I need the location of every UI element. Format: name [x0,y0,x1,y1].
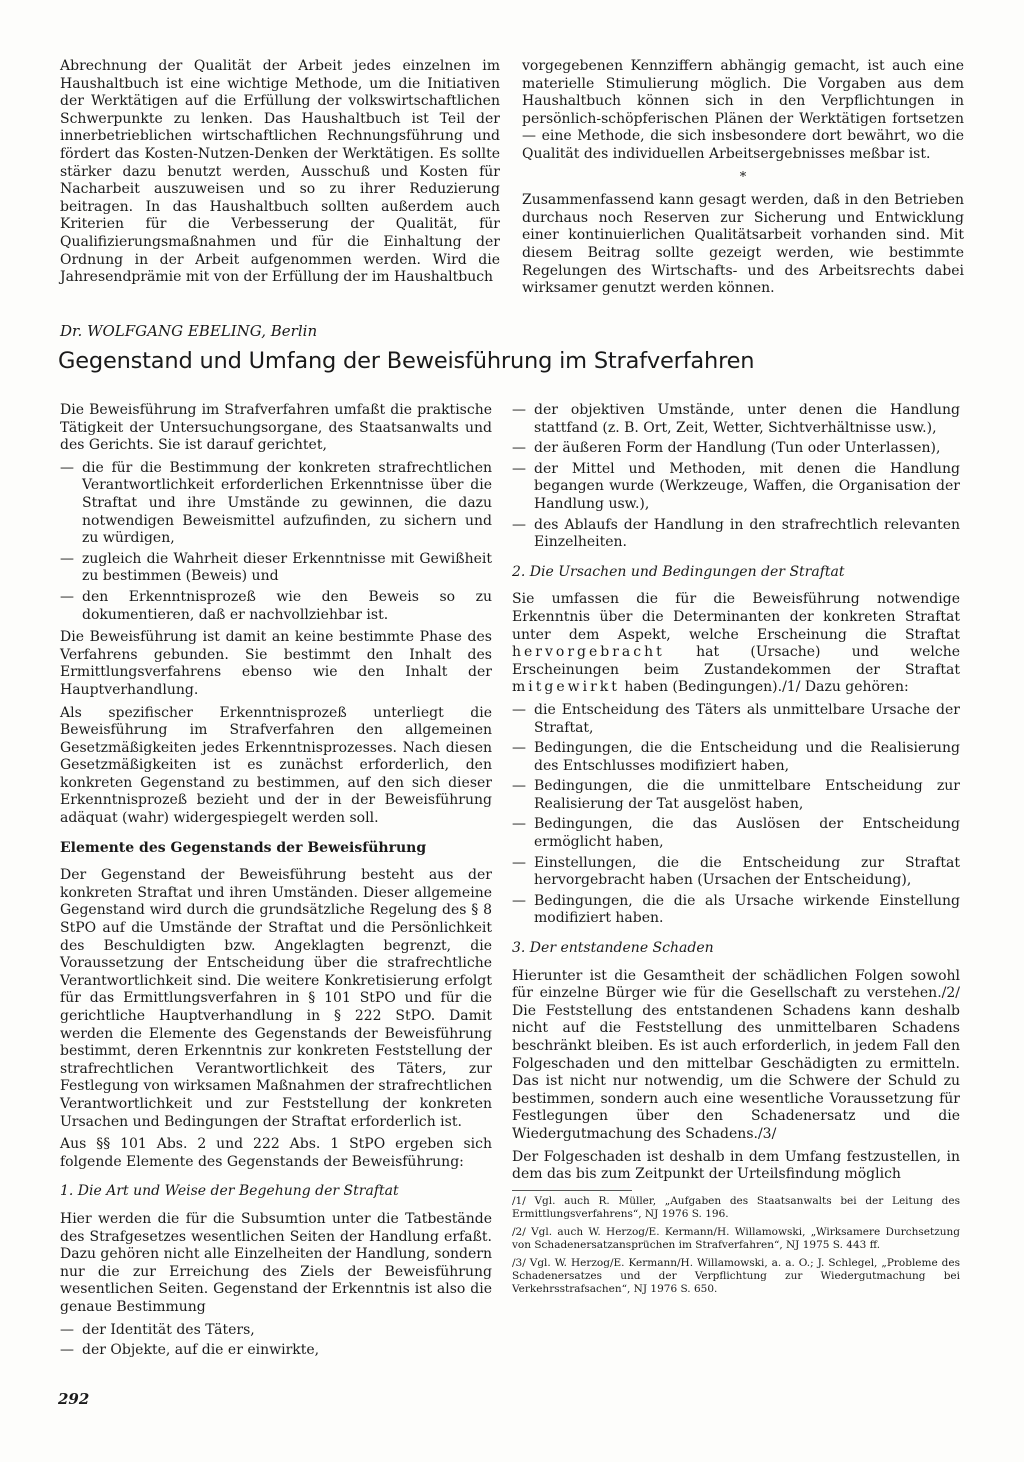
subsection-heading: 3. Der entstandene Schaden [512,940,714,957]
dash-list [60,1322,492,1360]
list-item: — der Objekte, auf die er einwirkte, [60,1342,492,1360]
footnote: /2/ Vgl. auch W. Herzog/E. Kermann/H. Willamowski, „Wirksamere Durchsetzung von Schadenersatzansprüchen im Strafverfahren“, NJ 1975 S. 443 ff. [512,1225,960,1251]
spaced-emphasis: mitgewirkt [512,679,620,696]
list-item: — der äußeren Form der Handlung (Tun oder Unterlassen), [512,440,960,458]
dash-list [512,702,960,928]
subsection-heading: 1. Die Art und Weise der Begehung der Straftat [60,1183,399,1200]
list-item: — des Ablaufs der Handlung in den strafrechtlich relevanten Einzelheiten. [512,517,960,552]
list-item: — die für die Bestimmung der konkreten strafrechtlichen Verantwortlichkeit erforderlichen Erkenntnisse über die Straftat und ihre Umstände zu gewinnen, die dazu notwendigen Beweismittel aufzufinden, zu sichern und zu würdigen, [60,460,492,548]
section-separator: * [739,169,747,185]
list-item: — Bedingungen, die die unmittelbare Entscheidung zur Realisierung der Tat ausgelöst haben, [512,778,960,813]
page-number: 292 [58,1390,90,1408]
body-paragraph: Der Folgeschaden ist deshalb in dem Umfang festzustellen, in dem das bis zum Zeitpunkt der Urteilsfindung möglich [512,1148,960,1183]
body-paragraph: Hierunter ist die Gesamtheit der schädlichen Folgen sowohl für einzelne Bürger wie für die Gesellschaft zu verstehen./2/ Die Feststellung des entstandenen Schadens kann deshalb nicht auf die Feststellung des unmittelbaren Schadens beschränkt bleiben. Es ist auch erforderlich, in jedem Fall den Folgeschaden und den mittelbar Geschädigten zu ermitteln. Das ist nicht nur notwendig, um die Schwere der Schuld zu bestimmen, sondern auch eine wesentliche Voraussetzung für Festlegungen über den Schadenersatz und die Wiedergutmachung des Schadens./3/ [512,967,960,1142]
summary-paragraph: Zusammenfassend kann gesagt werden, daß in den Betrieben durchaus noch Reserven zur Sicherung und Entwicklung einer kontinuierlichen Qualitätsarbeit vorhanden sind. Mit diesem Beitrag sollte gezeigt werden, wie bestimmte Regelungen des Wirtschafts- und des Arbeitsrechts dabei wirksamer genutzt werden können. [522,192,964,297]
list-item: — die Entscheidung des Täters als unmittelbare Ursache der Straftat, [512,702,960,737]
dash-list [512,402,960,552]
subsection-heading: 2. Die Ursachen und Bedingungen der Straftat [512,563,845,580]
continuation-paragraph: vorgegebenen Kennziffern abhängig gemacht, ist auch eine materielle Stimulierung möglich. Die Vorgaben aus dem Haushaltbuch können sich in den Verpflichtungen in persönlich-schöpferischen Plänen der Werktätigen fortsetzen — eine Methode, die sich insbesondere dort bewährt, wo die Qualität des individuellen Arbeitsergebnisses meßbar ist. [522,58,964,162]
list-item: — den Erkenntnisprozeß wie den Beweis so zu dokumentieren, daß er nachvollziehbar ist. [60,589,492,624]
body-paragraph: Die Beweisführung ist damit an keine bestimmte Phase des Verfahrens gebunden. Sie bestimmt den Inhalt des Ermittlungsverfahrens ebenso wie den Inhalt der Hauptverhandlung. [60,629,492,698]
continuation-paragraph: Abrechnung der Qualität der Arbeit jedes einzelnen im Haushaltbuch ist eine wichtige Methode, um die Initiativen der Werktätigen auf die Erfüllung der volkswirtschaftlichen Schwerpunkte zu lenken. Das Haushaltbuch ist Teil der innerbetrieblichen wirtschaftlichen Rechnungsführung und fördert das Kosten-Nutzen-Denken der Werktätigen. Es sollte stärker dazu benutzt werden, Ausschuß und Kosten für Nacharbeit auszuweisen und so zu ihrer Reduzierung beitragen. In das Haushaltbuch sollten außerdem auch Kriterien für die Verbesserung der Qualität, für Qualifizierungsmaßnahmen und für die Einhaltung der Ordnung in der Arbeit aufgenommen werden. Wird die Jahresendprämie mit von der Erfüllung der im Haushaltbuch [60,58,500,286]
footnote: /3/ Vgl. W. Herzog/E. Kermann/H. Willamowski, a. a. O.; J. Schlegel, „Probleme des Schadenersatzes und der Verpflichtung zur Wiedergutmachung bei Verkehrsstrafsachen“, NJ 1976 S. 650. [512,1256,960,1295]
list-item: — der objektiven Umstände, unter denen die Handlung stattfand (z. B. Ort, Zeit, Wetter, Sichtverhältnisse usw.), [512,402,960,437]
body-paragraph: Die Beweisführung im Strafverfahren umfaßt die praktische Tätigkeit der Untersuchungsorgane, des Staatsanwalts und des Gerichts. Sie ist darauf gerichtet, [60,402,492,454]
body-paragraph: Der Gegenstand der Beweisführung besteht aus der konkreten Straftat und ihren Umständen. Dieser allgemeine Gegenstand wird durch die grundsätzliche Regelung des § 8 StPO auf die Umstände der Straftat und die Persönlichkeit des Beschuldigten bzw. Angeklagten begrenzt, die Voraussetzung der Entscheidung über die strafrechtliche Verantwortlichkeit sind. Die weitere Konkretisierung erfolgt für das Ermittlungsverfahren in § 101 StPO und für die gerichtliche Hauptverhandlung in § 222 StPO. Damit werden die Elemente des Gegenstands der Beweisführung bestimmt, deren Erkenntnis zur konkreten Feststellung der strafrechtlichen Verantwortlichkeit des Täters, zur Festlegung von wirksamen Maßnahmen der strafrechtlichen Verantwortlichkeit und zur Feststellung der konkreten Ursachen und Bedingungen der Straftat erforderlich ist. [60,867,492,1130]
footnote: /1/ Vgl. auch R. Müller, „Aufgaben des Staatsanwalts bei der Leitung des Ermittlungsverfahrens“, NJ 1976 S. 196. [512,1194,960,1220]
section-heading: Elemente des Gegenstands der Beweisführung [60,839,427,856]
list-item: — Bedingungen, die das Auslösen der Entscheidung ermöglicht haben, [512,816,960,851]
spaced-emphasis: hervorgebracht [512,644,665,661]
list-item: — zugleich die Wahrheit dieser Erkenntnisse mit Gewißheit zu bestimmen (Beweis) und [60,551,492,586]
body-paragraph: Als spezifischer Erkenntnisprozeß unterliegt die Beweisführung im Strafverfahren den allgemeinen Gesetzmäßigkeiten jedes Erkenntnisprozesses. Nach diesen Gesetzmäßigkeiten ist es zunächst erforderlich, den konkreten Gegenstand zu bestimmen, auf den sich dieser Erkenntnisprozeß bezieht und der in der Beweisführung adäquat (wahr) widergespiegelt werden soll. [60,704,492,827]
text-run: haben (Bedingungen)./1/ Dazu gehören: [624,679,909,696]
text-run: Sie umfassen die für die Beweisführung notwendige Erkenntnis über die Determinanten der konkreten Straftat unter dem Aspekt, welche Erscheinung die Straftat [512,591,960,643]
continuation-right-column [522,58,964,303]
body-paragraph: Hier werden die für die Subsumtion unter die Tatbestände des Strafgesetzes wesentlichen Seiten der Handlung erfaßt. Dazu gehören nicht alle Einzelheiten der Handlung, sondern nur die zur Erreichung des Ziels der Beweisführung wesentlichen Seiten. Gegenstand der Erkenntnis ist also die genaue Bestimmung [60,1210,492,1315]
continuation-left-column [60,58,500,292]
body-paragraph: Aus §§ 101 Abs. 2 und 222 Abs. 1 StPO ergeben sich folgende Elemente des Gegenstands der Beweisführung: [60,1136,492,1170]
article-author: Dr. WOLFGANG EBELING, Berlin [60,322,318,340]
article-title: Gegenstand und Umfang der Beweisführung im Strafverfahren [58,348,755,374]
list-item: — der Mittel und Methoden, mit denen die Handlung begangen wurde (Werkzeuge, Waffen, die Organisation der Handlung usw.), [512,461,960,514]
list-item: — der Identität des Täters, [60,1322,492,1340]
article-left-column [60,402,492,1365]
text-run: hat (Ursache) und welche Erscheinungen beim Zustandekommen der Straftat [512,644,961,678]
list-item: — Bedingungen, die die als Ursache wirkende Einstellung modifiziert haben. [512,893,960,928]
footnotes [512,1195,960,1296]
body-paragraph [512,591,960,697]
list-item: — Bedingungen, die die Entscheidung und die Realisierung des Entschlusses modifiziert haben, [512,740,960,775]
article-right-column [512,402,960,1301]
list-item: — Einstellungen, die die Entscheidung zur Straftat hervorgebracht haben (Ursachen der Entscheidung), [512,855,960,890]
dash-list [60,460,492,624]
